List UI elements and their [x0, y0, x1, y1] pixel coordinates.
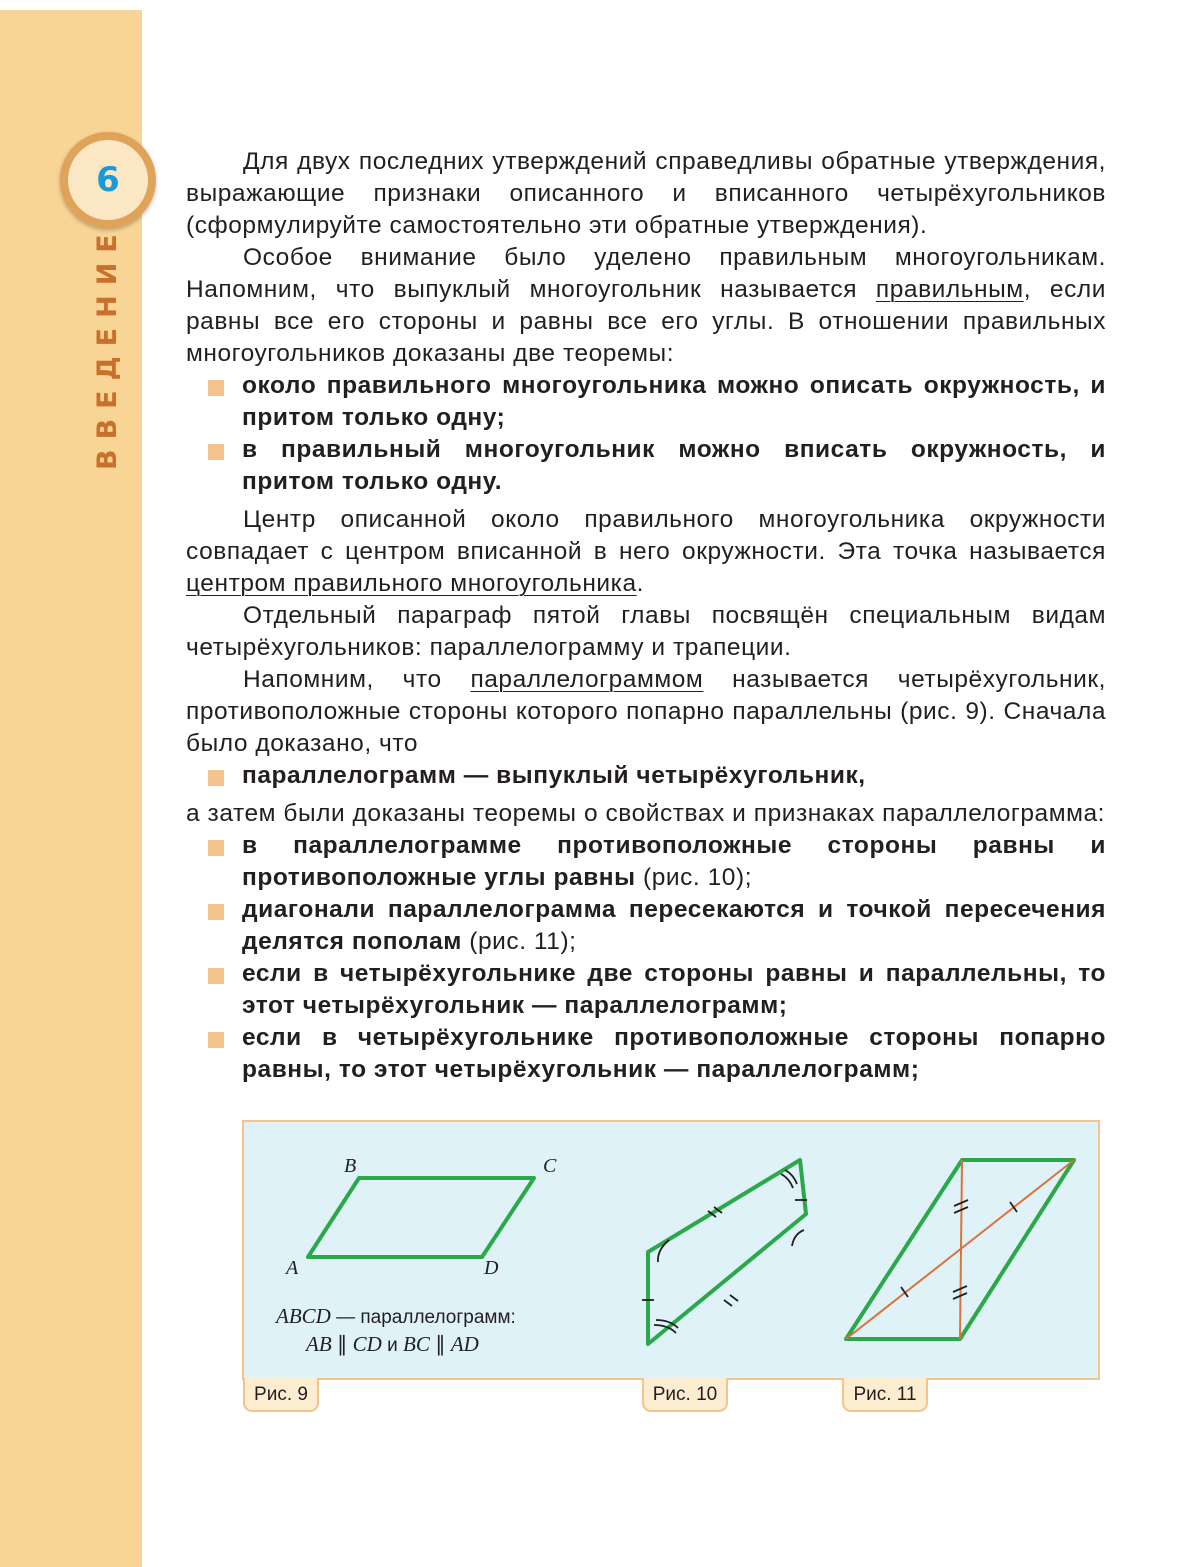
- vertex-label-b: B: [344, 1155, 357, 1177]
- section-title: ВВЕДЕНИЕ: [92, 224, 123, 470]
- vertex-label-a: A: [286, 1257, 299, 1279]
- text-run: Особое внимание было уделено правильным многоугольникам. Напомним, что выпуклый многоугольник называется: [186, 244, 1106, 303]
- math-text: CD: [352, 1332, 382, 1356]
- paragraph-2: [186, 242, 1106, 370]
- math-text: AD: [450, 1332, 479, 1356]
- bullet-list-1: [186, 370, 1106, 498]
- fig9-parallelogram: [308, 1178, 534, 1257]
- vertex-label-d: D: [484, 1257, 499, 1279]
- caption-text: и: [381, 1335, 404, 1356]
- parallel-symbol: ∥: [331, 1332, 353, 1356]
- text-run: называется четырёхугольник, противоположные стороны которого попарно параллельны (рис. 9). Сначала было доказано, что: [186, 666, 1107, 757]
- bullet-item: если в четырёхугольнике противоположные стороны попарно равны, то этот четырёхугольник — параллелограмм;: [242, 1022, 1106, 1086]
- fig9-caption-line-2: [276, 1331, 516, 1359]
- page-number-badge: [60, 132, 156, 228]
- bullet-item: около правильного многоугольника можно описать окружность, и притом только одну;: [242, 370, 1106, 434]
- figure-reference: (рис. 10);: [635, 864, 753, 891]
- bullet-item: [242, 830, 1106, 894]
- text-run: Центр описанной около правильного многоугольника окружности совпадает с центром вписанной в него окружности. Эта точка называется: [186, 506, 1106, 565]
- fig10-parallelogram: [648, 1160, 806, 1344]
- bullet-list-2: [186, 760, 1106, 792]
- paragraph-1: Для двух последних утверждений справедливы обратные утверждения, выражающие признаки описанного и вписанного четырёхугольников (сформулируйте самостоятельно эти обратные утверждения).: [186, 148, 1106, 239]
- bullet-item: если в четырёхугольнике две стороны равны и параллельны, то этот четырёхугольник — параллелограмм;: [242, 958, 1106, 1022]
- math-text: AB: [306, 1332, 332, 1356]
- paragraph-4: Отдельный параграф пятой главы посвящён специальным видам четырёхугольников: параллелограмму и трапеции.: [186, 602, 1106, 661]
- vertex-label-c: C: [543, 1155, 557, 1177]
- bullet-item: параллелограмм — выпуклый четырёхугольник,: [242, 760, 1106, 792]
- fig10-marks: [642, 1170, 807, 1333]
- text-run: .: [636, 570, 645, 597]
- math-text: ABCD: [276, 1304, 331, 1328]
- bullet-list-3: [186, 830, 1106, 1086]
- fig9-label: Рис. 9: [243, 1378, 319, 1412]
- fig9-caption-line-1: [276, 1303, 516, 1331]
- paragraph-3: [186, 504, 1106, 600]
- bullet-text: диагонали параллелограмма пересекаются и точкой пересечения делятся пополам: [242, 896, 1106, 955]
- paragraph-5: [186, 664, 1106, 760]
- figure-reference: (рис. 11);: [461, 928, 577, 955]
- paragraph-6: а затем были доказаны теоремы о свойствах и признаках параллелограмма:: [186, 800, 1106, 827]
- term-parallelogram: параллелограммом: [470, 666, 704, 693]
- parallel-symbol: ∥: [429, 1332, 451, 1356]
- term-regular: правильным: [875, 276, 1024, 303]
- text-run: , если равны все его стороны и равны все его углы. В отношении правильных многоугольников доказаны две теоремы:: [186, 276, 1106, 367]
- term-center: центром правильного многоугольника: [186, 570, 637, 597]
- fig11-label: Рис. 11: [842, 1378, 928, 1412]
- bullet-text: в параллелограмме противоположные стороны равны и противоположные углы равны: [242, 832, 1106, 891]
- main-text: [186, 146, 1106, 1086]
- fig10-label: Рис. 10: [642, 1378, 728, 1412]
- bullet-item: [242, 894, 1106, 958]
- caption-text: — параллелограмм:: [330, 1307, 516, 1328]
- fig11-diagonal-2: [960, 1160, 962, 1339]
- page-number: 6: [68, 140, 148, 220]
- bullet-item: в правильный многоугольник можно вписать окружность, и притом только одну.: [242, 434, 1106, 498]
- text-run: Напомним, что: [243, 666, 471, 693]
- math-text: BC: [403, 1332, 430, 1356]
- fig9-caption: [276, 1303, 516, 1359]
